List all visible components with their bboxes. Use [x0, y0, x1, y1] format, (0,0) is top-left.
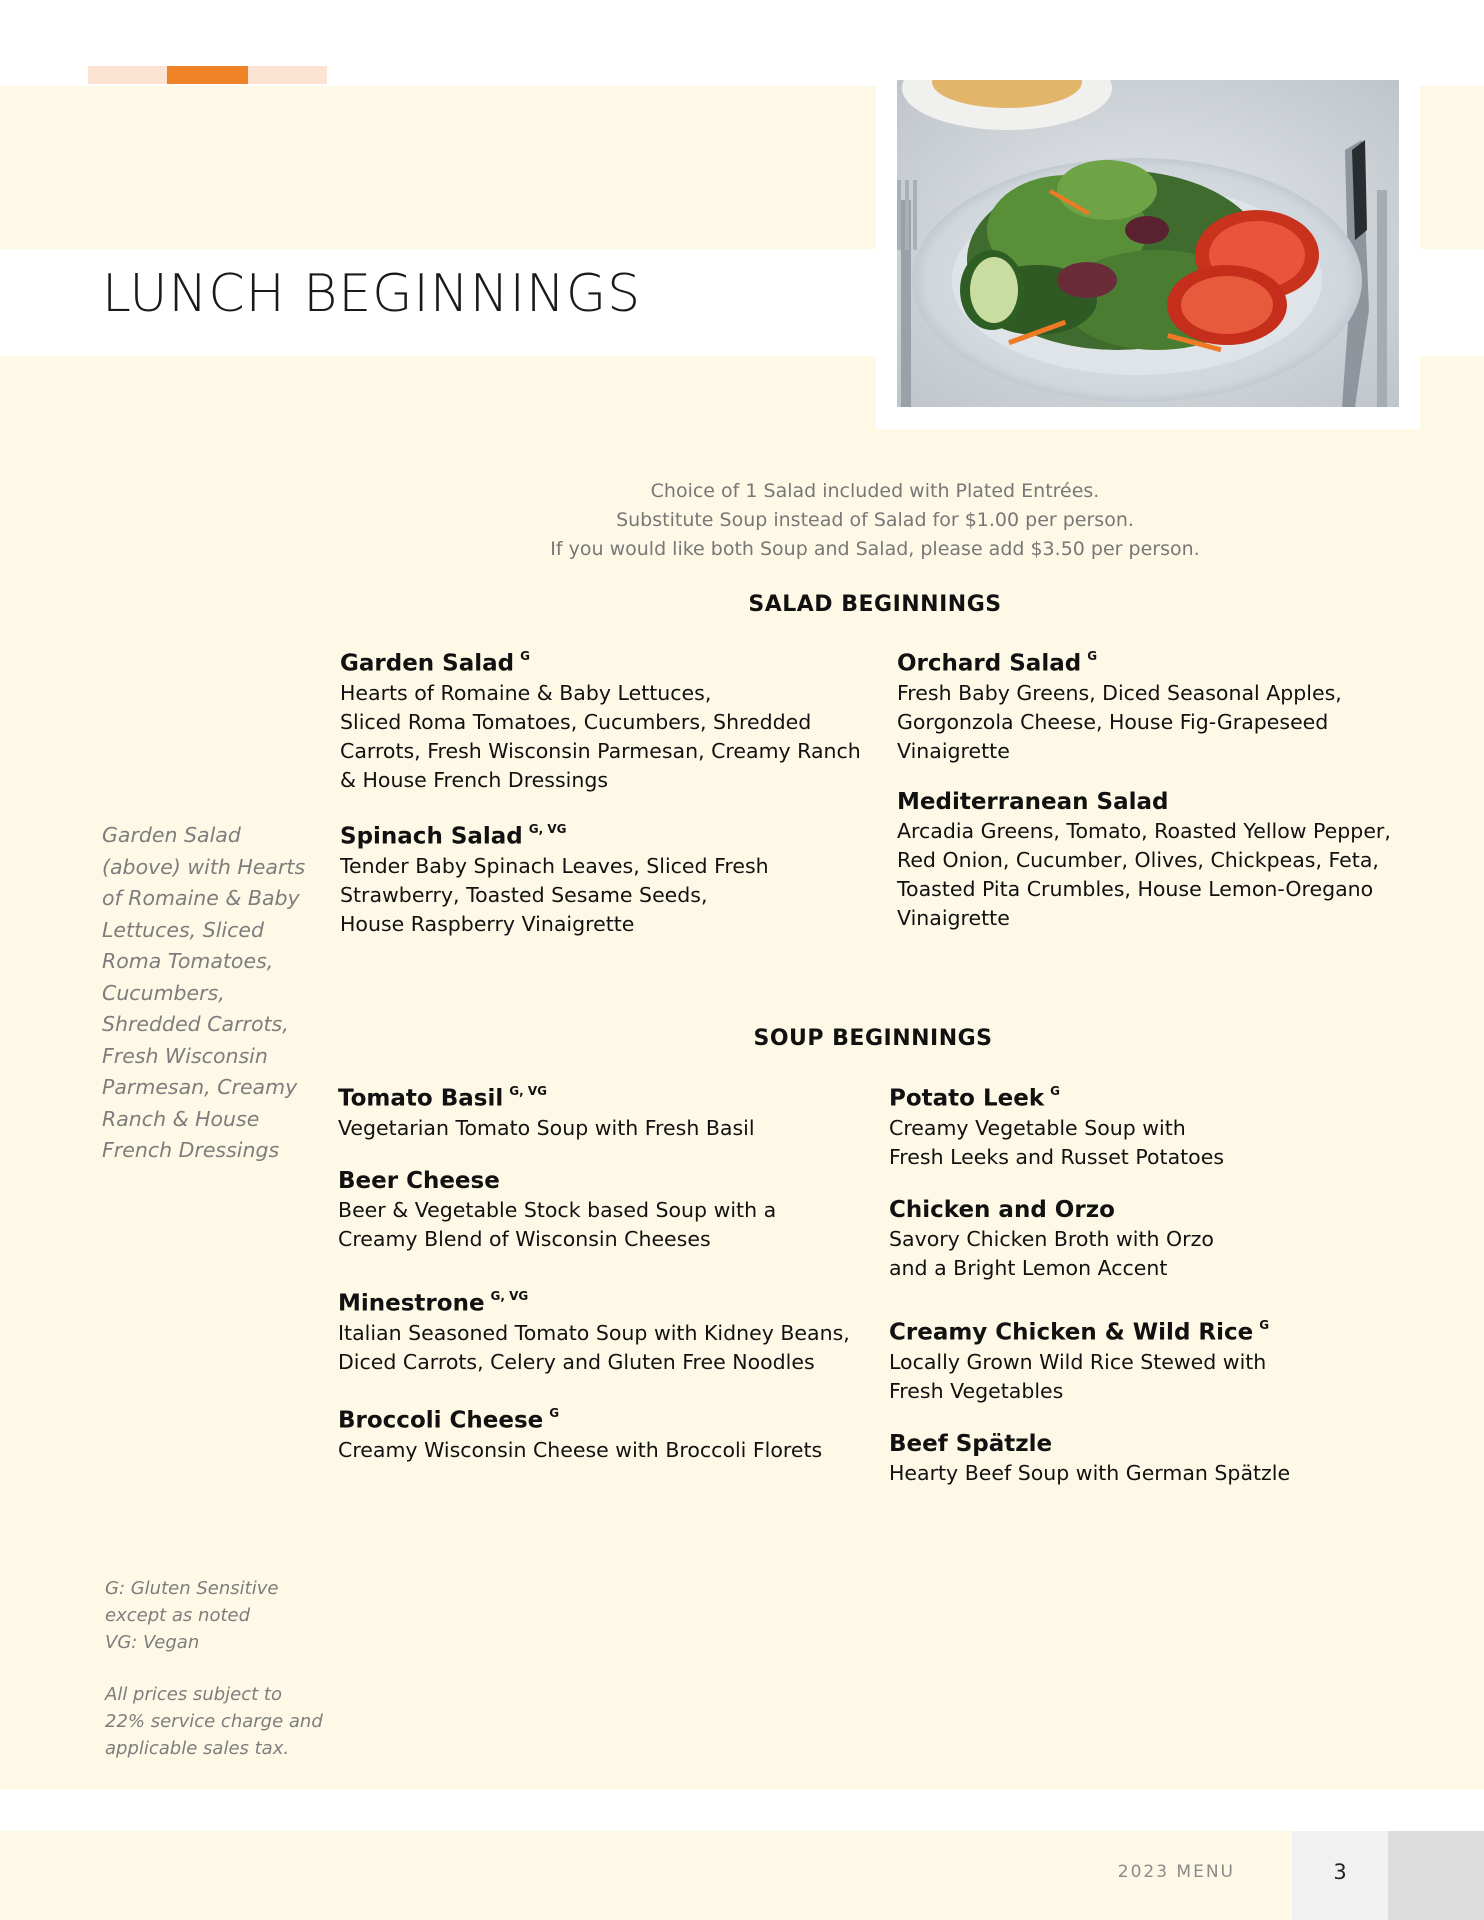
item-description: Tender Baby Spinach Leaves, Sliced Fresh Strawberry, Toasted Sesame Seeds, House Raspberry Vinaigrette	[340, 853, 769, 936]
salad-plate-photo	[897, 80, 1399, 407]
menu-item-chicken-and-orzo	[889, 1195, 1214, 1283]
menu-item-tomato-basil	[338, 1078, 755, 1143]
dietary-tags: G, VG	[528, 822, 567, 836]
item-description: Arcadia Greens, Tomato, Roasted Yellow Pepper, Red Onion, Cucumber, Olives, Chickpeas, Feta, Toasted Pita Crumbles, House Lemon-Oregano Vinaigrette	[897, 819, 1391, 930]
item-name: Tomato Basil $^{G, VG}$	[338, 1084, 547, 1112]
item-name: Garden Salad $^G$	[340, 649, 530, 677]
menu-item-beef-spatzle	[889, 1429, 1290, 1488]
dietary-tags: G	[520, 649, 530, 663]
menu-item-orchard-salad	[897, 643, 1342, 766]
soup-section-heading: SOUP BEGINNINGS	[753, 1026, 993, 1051]
menu-item-broccoli-cheese	[338, 1400, 822, 1465]
menu-item-mediterranean-salad	[897, 787, 1391, 933]
menu-item-spinach-salad	[340, 816, 769, 939]
header-band-right	[1420, 86, 1484, 249]
item-name: Broccoli Cheese $^G$	[338, 1406, 560, 1434]
dietary-tags: G, VG	[490, 1289, 529, 1303]
page-number: 3	[1333, 1860, 1347, 1884]
accent-bar-center	[167, 66, 248, 84]
item-name: Orchard Salad $^G$	[897, 649, 1098, 677]
item-name: Potato Leek $^G$	[889, 1084, 1060, 1112]
item-description: Beer & Vegetable Stock based Soup with a Creamy Blend of Wisconsin Cheeses	[338, 1198, 777, 1251]
item-description: Hearts of Romaine & Baby Lettuces, Sliced Roma Tomatoes, Cucumbers, Shredded Carrots, Fresh Wisconsin Parmesan, Creamy Ranch & House French Dressings	[340, 680, 861, 792]
item-name: Minestrone $^{G, VG}$	[338, 1289, 529, 1317]
item-description: Vegetarian Tomato Soup with Fresh Basil	[338, 1115, 755, 1140]
item-description: Locally Grown Wild Rice Stewed with Fresh Vegetables	[889, 1349, 1267, 1403]
dietary-tags: G	[1050, 1084, 1060, 1098]
intro-line: Choice of 1 Salad included with Plated Entrées.	[650, 480, 1100, 502]
accent-bar-right	[248, 66, 327, 84]
item-name: Creamy Chicken & Wild Rice $^G$	[889, 1318, 1270, 1346]
dietary-tags: G	[1259, 1318, 1270, 1332]
salad-section-heading: SALAD BEGINNINGS	[748, 592, 1002, 617]
item-name: Spinach Salad $^{G, VG}$	[340, 822, 567, 850]
item-name: Mediterranean Salad	[897, 789, 1169, 815]
menu-item-potato-leek	[889, 1078, 1224, 1172]
intro-line: Substitute Soup instead of Salad for $1.00 per person.	[616, 509, 1134, 531]
menu-item-creamy-chicken-wild-rice	[889, 1312, 1269, 1406]
dietary-tags: G	[549, 1406, 560, 1420]
item-name: Chicken and Orzo	[889, 1197, 1115, 1223]
dietary-tags: G	[1087, 649, 1098, 663]
item-description: Savory Chicken Broth with Orzo and a Bright Lemon Accent	[889, 1227, 1214, 1280]
menu-item-minestrone	[338, 1283, 850, 1377]
item-description: Creamy Wisconsin Cheese with Broccoli Florets	[338, 1437, 823, 1462]
footer-label: 2023 MENU	[1117, 1862, 1235, 1882]
menu-item-garden-salad	[340, 643, 861, 795]
footer-edge-box	[1388, 1831, 1484, 1920]
item-name: Beef Spätzle	[889, 1431, 1053, 1457]
item-description: Fresh Baby Greens, Diced Seasonal Apples, Gorgonzola Cheese, House Fig-Grapeseed Vinaigrette	[897, 680, 1342, 763]
menu-item-beer-cheese	[338, 1166, 776, 1254]
header-band-left	[0, 86, 876, 249]
dietary-tags: G, VG	[509, 1084, 547, 1098]
intro-line: If you would like both Soup and Salad, please add $3.50 per person.	[550, 538, 1200, 560]
content-background-top-right	[1420, 356, 1484, 430]
accent-bar-left	[88, 66, 167, 84]
pricing-note: All prices subject to 22% service charge and applicable sales tax.	[105, 1684, 323, 1759]
item-description: Italian Seasoned Tomato Soup with Kidney Beans, Diced Carrots, Celery and Gluten Free Noodles	[338, 1320, 850, 1374]
item-description: Creamy Vegetable Soup with Fresh Leeks and Russet Potatoes	[889, 1115, 1225, 1169]
content-background-top-left	[0, 356, 876, 430]
page-title: LUNCH BEGINNINGS	[102, 264, 642, 324]
intro-text	[440, 477, 1310, 564]
item-name: Beer Cheese	[338, 1168, 500, 1194]
photo-caption: Garden Salad (above) with Hearts of Romaine & Baby Lettuces, Sliced Roma Tomatoes, Cucumbers, Shredded Carrots, Fresh Wisconsin Parmesan, Creamy Ranch & House French Dressings	[102, 823, 306, 1162]
item-description: Hearty Beef Soup with German Spätzle	[889, 1461, 1291, 1485]
dietary-legend: G: Gluten Sensitive except as noted VG: Vegan	[105, 1578, 279, 1653]
